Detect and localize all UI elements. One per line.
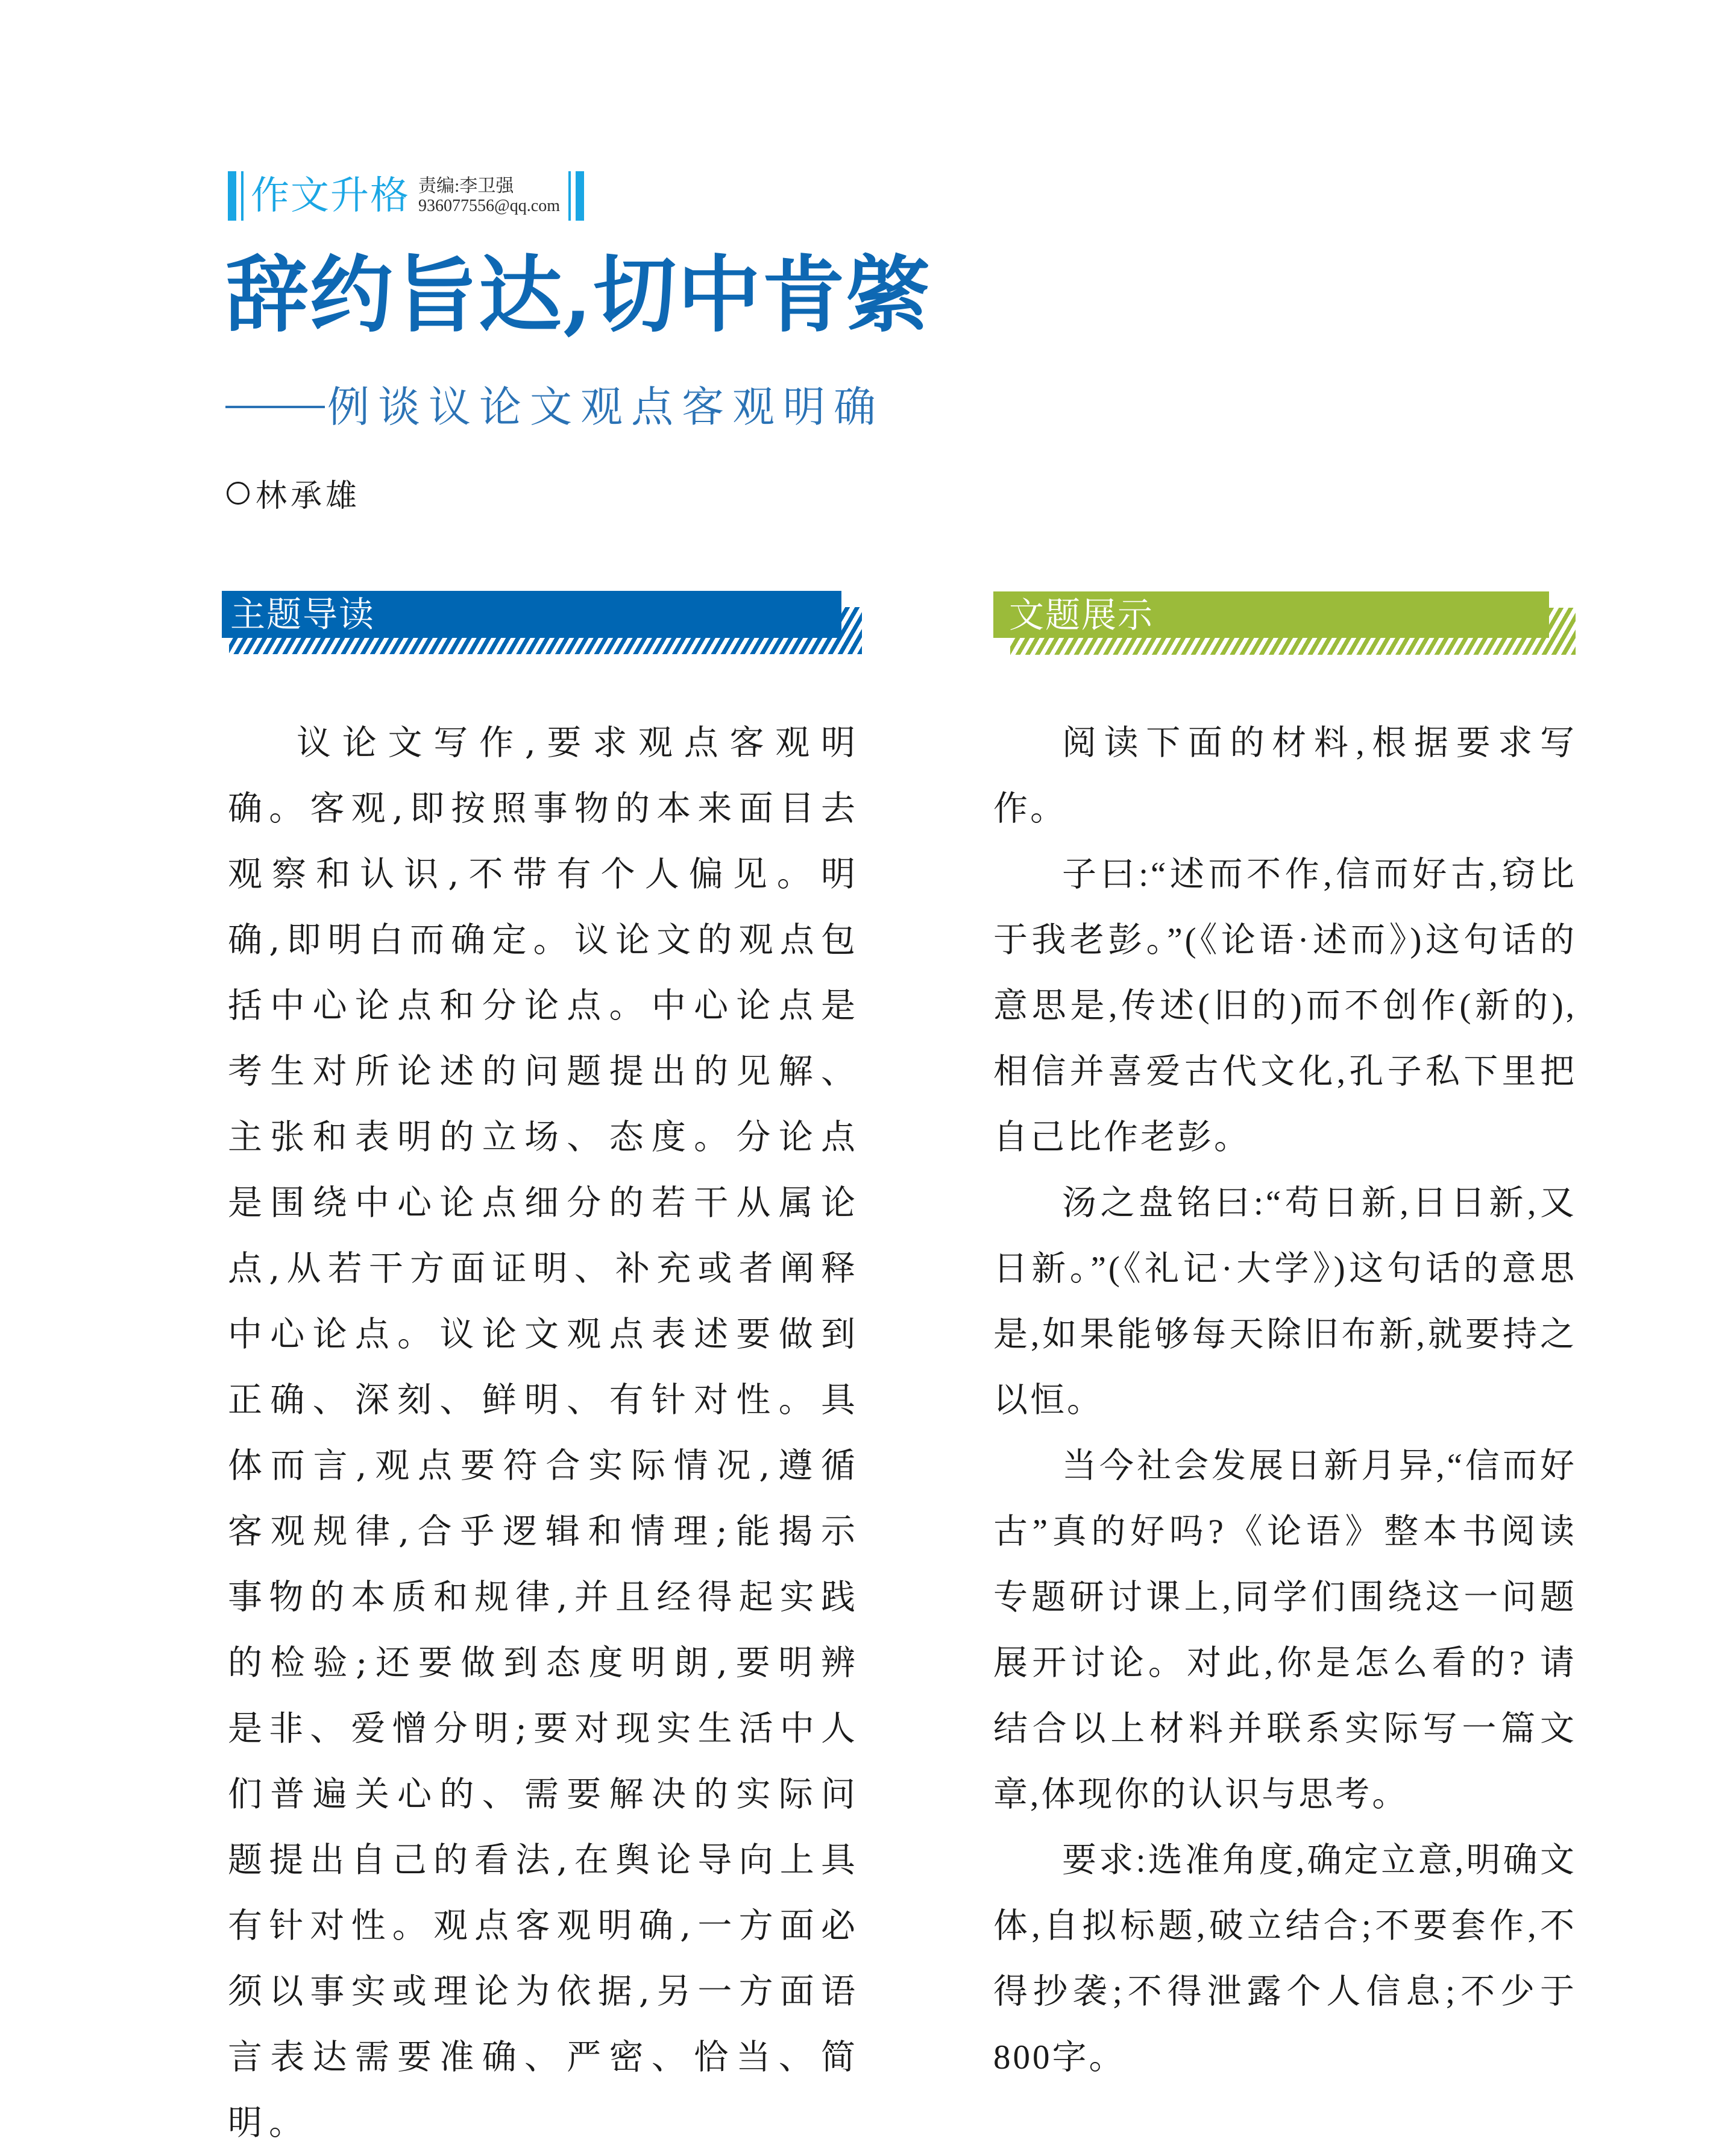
prompt-body [993,710,1577,2090]
section-header-prompt [993,591,1576,658]
editor-name: 责编:李卫强 [418,175,514,196]
tag-bar-thick [576,171,584,221]
prompt-material-analects: 子曰:“述而不作,信而好古,窃比于我老彭。”(《论语·述而》)这句话的意思是,传述(旧的)而不创作(新的),相信并喜爱古代文化,孔子私下里把自己比作老彭。 [993,856,1577,1156]
section-bar [222,591,841,638]
section-bar [993,591,1549,638]
prompt-intro: 阅读下面的材料,根据要求写作。 [993,724,1577,828]
section-heading: 主题导读 [230,594,376,635]
prompt-requirements: 要求:选准角度,确定立意,明确文体,自拟标题,破立结合;不要套作,不得抄袭;不得泄露个人信息;不少于800字。 [993,1841,1577,2076]
editor-email: 936077556@qq.com [418,197,560,216]
subtitle-dash [225,406,325,408]
article-title: 辞约旨达,切中肯綮 [225,245,931,344]
subtitle-text: 例谈议论文观点客观明确 [327,382,884,432]
column-name: 作文升格 [251,174,410,218]
tag-bar-thin [568,171,571,221]
author-name: 林承雄 [256,478,361,514]
tag-left-bars [228,171,244,221]
theme-guide-body [228,710,862,2156]
author-line [227,470,360,515]
prompt-question: 当今社会发展日新月异,“信而好古”真的好吗?《论语》整本书阅读专题研讨课上,同学们围绕这一问题展开讨论。对此,你是怎么看的? 请结合以上材料并联系实际写一篇文章,体现你的认识与思考。 [993,1447,1577,1814]
tag-bar-thick [228,171,236,221]
article-subtitle [225,382,884,432]
tag-bar-thin [241,171,244,221]
column-tag [228,171,584,221]
tag-right-bars [568,171,584,221]
section-heading: 文题展示 [1009,594,1154,635]
section-header-theme-guide [222,591,863,657]
editor-info [418,176,560,216]
body-paragraph: 议论文写作,要求观点客观明确。客观,即按照事物的本来面目去观察和认识,不带有个人偏见。明确,即明白而确定。议论文的观点包括中心论点和分论点。中心论点是考生对所论述的问题提出的见解、主张和表明的立场、态度。分论点是围绕中心论点细分的若干从属论点,从若干方面证明、补充或者阐释中心论点。议论文观点表述要做到正确、深刻、鲜明、有针对性。具体而言,观点要符合实际情况,遵循客观规律,合乎逻辑和情理;能揭示事物的本质和规律,并且经得起实践的检验;还要做到态度明朗,要明辨是非、爱憎分明;要对现实生活中人们普遍关心的、需要解决的实际问题提出自己的看法,在舆论导向上具有针对性。观点客观明确,一方面必须以事实或理论为依据,另一方面语言表达需要准确、严密、恰当、简明。 [228,723,862,2143]
prompt-material-daxue: 汤之盘铭曰:“苟日新,日日新,又日新。”(《礼记·大学》)这句话的意思是,如果能够每天除旧布新,就要持之以恒。 [993,1184,1577,1419]
author-circle-icon [227,482,250,505]
